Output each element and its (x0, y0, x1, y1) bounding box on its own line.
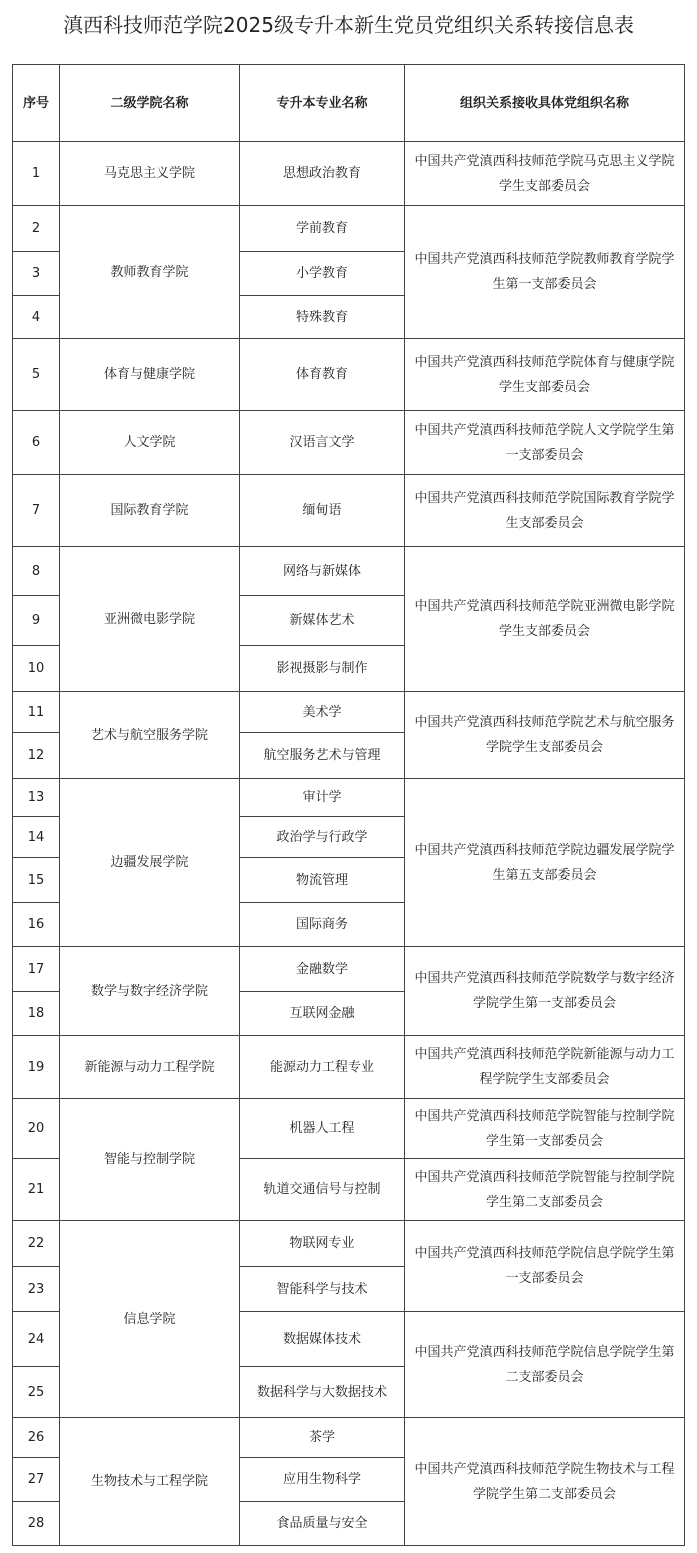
party-branch-cell: 中国共产党滇西科技师范学院教师教育学院学生第一支部委员会 (405, 206, 685, 339)
index-cell: 3 (13, 252, 60, 296)
table-row (13, 692, 685, 733)
college-cell: 教师教育学院 (60, 206, 240, 339)
table-row (13, 1099, 685, 1159)
major-cell: 思想政治教育 (240, 142, 405, 206)
major-cell: 国际商务 (240, 903, 405, 947)
party-branch-cell: 中国共产党滇西科技师范学院边疆发展学院学生第五支部委员会 (405, 779, 685, 947)
index-cell: 9 (13, 596, 60, 646)
table-row (13, 1036, 685, 1099)
major-cell: 互联网金融 (240, 992, 405, 1036)
major-cell: 数据媒体技术 (240, 1312, 405, 1367)
party-branch-cell: 中国共产党滇西科技师范学院数学与数字经济学院学生第一支部委员会 (405, 947, 685, 1036)
transfer-info-table (12, 64, 685, 1546)
major-cell: 航空服务艺术与管理 (240, 733, 405, 779)
index-cell: 17 (13, 947, 60, 992)
college-cell: 信息学院 (60, 1221, 240, 1418)
index-cell: 13 (13, 779, 60, 817)
college-cell: 生物技术与工程学院 (60, 1418, 240, 1546)
major-cell: 影视摄影与制作 (240, 646, 405, 692)
major-cell: 物联网专业 (240, 1221, 405, 1267)
index-cell: 4 (13, 296, 60, 339)
party-branch-cell: 中国共产党滇西科技师范学院人文学院学生第一支部委员会 (405, 411, 685, 475)
index-cell: 16 (13, 903, 60, 947)
index-cell: 10 (13, 646, 60, 692)
header-cell: 序号 (13, 65, 60, 142)
college-cell: 马克思主义学院 (60, 142, 240, 206)
table-row (13, 1418, 685, 1458)
college-cell: 亚洲微电影学院 (60, 547, 240, 692)
college-cell: 边疆发展学院 (60, 779, 240, 947)
table-row (13, 547, 685, 596)
college-cell: 艺术与航空服务学院 (60, 692, 240, 779)
party-branch-cell: 中国共产党滇西科技师范学院智能与控制学院学生第二支部委员会 (405, 1159, 685, 1221)
major-cell: 学前教育 (240, 206, 405, 252)
index-cell: 24 (13, 1312, 60, 1367)
major-cell: 金融数学 (240, 947, 405, 992)
major-cell: 审计学 (240, 779, 405, 817)
party-branch-cell: 中国共产党滇西科技师范学院艺术与航空服务学院学生支部委员会 (405, 692, 685, 779)
index-cell: 25 (13, 1367, 60, 1418)
table-row (13, 142, 685, 206)
table-row (13, 1221, 685, 1267)
party-branch-cell: 中国共产党滇西科技师范学院信息学院学生第一支部委员会 (405, 1221, 685, 1312)
index-cell: 14 (13, 817, 60, 858)
index-cell: 18 (13, 992, 60, 1036)
major-cell: 特殊教育 (240, 296, 405, 339)
college-cell: 人文学院 (60, 411, 240, 475)
major-cell: 能源动力工程专业 (240, 1036, 405, 1099)
index-cell: 12 (13, 733, 60, 779)
major-cell: 体育教育 (240, 339, 405, 411)
party-branch-cell: 中国共产党滇西科技师范学院新能源与动力工程学院学生支部委员会 (405, 1036, 685, 1099)
party-branch-cell: 中国共产党滇西科技师范学院亚洲微电影学院学生支部委员会 (405, 547, 685, 692)
major-cell: 食品质量与安全 (240, 1502, 405, 1546)
major-cell: 应用生物科学 (240, 1458, 405, 1502)
index-cell: 6 (13, 411, 60, 475)
party-branch-cell: 中国共产党滇西科技师范学院信息学院学生第二支部委员会 (405, 1312, 685, 1418)
major-cell: 数据科学与大数据技术 (240, 1367, 405, 1418)
index-cell: 19 (13, 1036, 60, 1099)
index-cell: 7 (13, 475, 60, 547)
index-cell: 20 (13, 1099, 60, 1159)
party-branch-cell: 中国共产党滇西科技师范学院马克思主义学院学生支部委员会 (405, 142, 685, 206)
index-cell: 8 (13, 547, 60, 596)
index-cell: 5 (13, 339, 60, 411)
index-cell: 1 (13, 142, 60, 206)
index-cell: 23 (13, 1267, 60, 1312)
index-cell: 2 (13, 206, 60, 252)
major-cell: 小学教育 (240, 252, 405, 296)
college-cell: 体育与健康学院 (60, 339, 240, 411)
college-cell: 新能源与动力工程学院 (60, 1036, 240, 1099)
table-row (13, 206, 685, 252)
table-row (13, 475, 685, 547)
index-cell: 26 (13, 1418, 60, 1458)
college-cell: 数学与数字经济学院 (60, 947, 240, 1036)
index-cell: 15 (13, 858, 60, 903)
major-cell: 茶学 (240, 1418, 405, 1458)
index-cell: 28 (13, 1502, 60, 1546)
header-cell: 组织关系接收具体党组织名称 (405, 65, 685, 142)
index-cell: 27 (13, 1458, 60, 1502)
party-branch-cell: 中国共产党滇西科技师范学院生物技术与工程学院学生第二支部委员会 (405, 1418, 685, 1546)
major-cell: 轨道交通信号与控制 (240, 1159, 405, 1221)
index-cell: 11 (13, 692, 60, 733)
major-cell: 新媒体艺术 (240, 596, 405, 646)
college-cell: 国际教育学院 (60, 475, 240, 547)
page-title: 滇西科技师范学院2025级专升本新生党员党组织关系转接信息表 (63, 13, 634, 37)
index-cell: 22 (13, 1221, 60, 1267)
college-cell: 智能与控制学院 (60, 1099, 240, 1221)
major-cell: 网络与新媒体 (240, 547, 405, 596)
major-cell: 政治学与行政学 (240, 817, 405, 858)
header-cell: 二级学院名称 (60, 65, 240, 142)
table-row (13, 411, 685, 475)
party-branch-cell: 中国共产党滇西科技师范学院国际教育学院学生支部委员会 (405, 475, 685, 547)
party-branch-cell: 中国共产党滇西科技师范学院体育与健康学院学生支部委员会 (405, 339, 685, 411)
major-cell: 缅甸语 (240, 475, 405, 547)
major-cell: 物流管理 (240, 858, 405, 903)
table-row (13, 339, 685, 411)
table-row (13, 779, 685, 817)
major-cell: 机器人工程 (240, 1099, 405, 1159)
party-branch-cell: 中国共产党滇西科技师范学院智能与控制学院学生第一支部委员会 (405, 1099, 685, 1159)
major-cell: 智能科学与技术 (240, 1267, 405, 1312)
index-cell: 21 (13, 1159, 60, 1221)
table-header-row (13, 65, 685, 142)
major-cell: 美术学 (240, 692, 405, 733)
table-row (13, 947, 685, 992)
header-cell: 专升本专业名称 (240, 65, 405, 142)
major-cell: 汉语言文学 (240, 411, 405, 475)
